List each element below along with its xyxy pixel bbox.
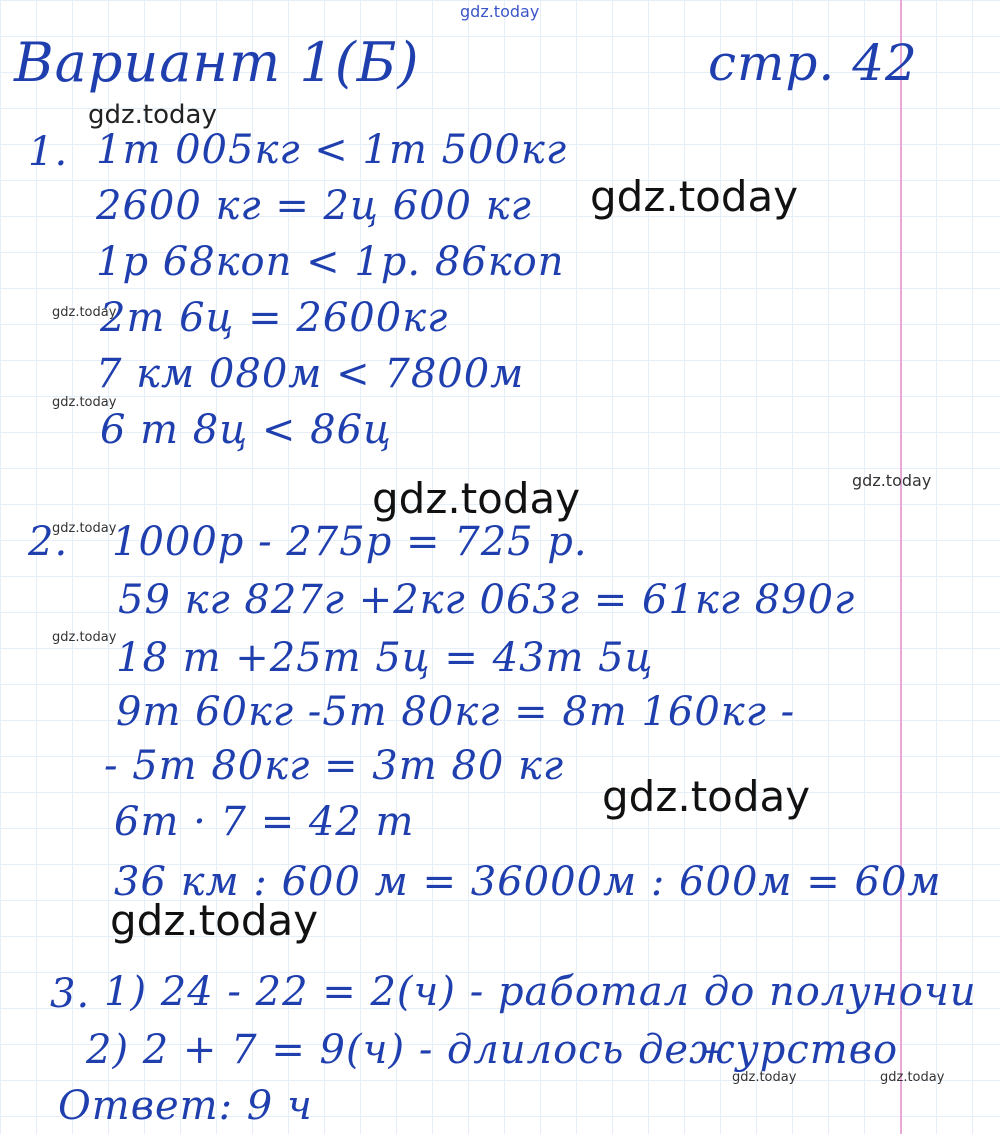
- task-3-step-1: 1) 24 - 22 = 2(ч) - работал до полуночи: [104, 969, 977, 1015]
- watermark: gdz.today: [880, 1070, 945, 1085]
- task-2-line-5: - 5т 80кг = 3т 80 кг: [104, 743, 565, 789]
- watermark: gdz.today: [590, 172, 799, 221]
- task-2-line-1: 1000р - 275р = 725 р.: [112, 519, 588, 565]
- task-1-line-1: 1т 005кг < 1т 500кг: [96, 127, 568, 173]
- task-1-line-5: 7 км 080м < 7800м: [96, 351, 525, 397]
- page-reference: стр. 42: [708, 34, 918, 92]
- task-1-line-4: 2т 6ц = 2600кг: [100, 295, 449, 341]
- task-2-line-7: 36 км : 600 м = 36000м : 600м = 60м: [114, 859, 942, 905]
- page-margin-line: [900, 0, 902, 1134]
- watermark: gdz.today: [52, 395, 117, 410]
- task-2-line-2: 59 кг 827г +2кг 063г = 61кг 890г: [118, 577, 856, 623]
- task-3-number: 3.: [50, 971, 91, 1017]
- task-1-line-6: 6 т 8ц < 86ц: [100, 407, 392, 453]
- task-1-line-3: 1р 68коп < 1р. 86коп: [96, 239, 565, 285]
- watermark-top: gdz.today: [460, 2, 540, 21]
- watermark: gdz.today: [602, 772, 811, 821]
- task-3-step-2: 2) 2 + 7 = 9(ч) - длилось дежурство: [86, 1027, 899, 1073]
- variant-heading: Вариант 1(Б): [14, 31, 420, 94]
- task-2-line-6: 6т · 7 = 42 т: [114, 799, 415, 845]
- task-2-number: 2.: [28, 519, 69, 565]
- watermark: gdz.today: [372, 474, 581, 523]
- task-3-answer: Ответ: 9 ч: [58, 1083, 313, 1129]
- watermark: gdz.today: [732, 1070, 797, 1085]
- task-2-line-3: 18 т +25т 5ц = 43т 5ц: [116, 635, 654, 681]
- watermark: gdz.today: [110, 896, 319, 945]
- watermark: gdz.today: [852, 471, 932, 490]
- watermark: gdz.today: [88, 100, 217, 130]
- watermark: gdz.today: [52, 630, 117, 645]
- task-2-line-4: 9т 60кг -5т 80кг = 8т 160кг -: [116, 689, 796, 735]
- watermark: gdz.today: [52, 521, 117, 536]
- watermark: gdz.today: [52, 305, 117, 320]
- task-1-number: 1.: [28, 129, 69, 175]
- task-1-line-2: 2600 кг = 2ц 600 кг: [96, 183, 532, 229]
